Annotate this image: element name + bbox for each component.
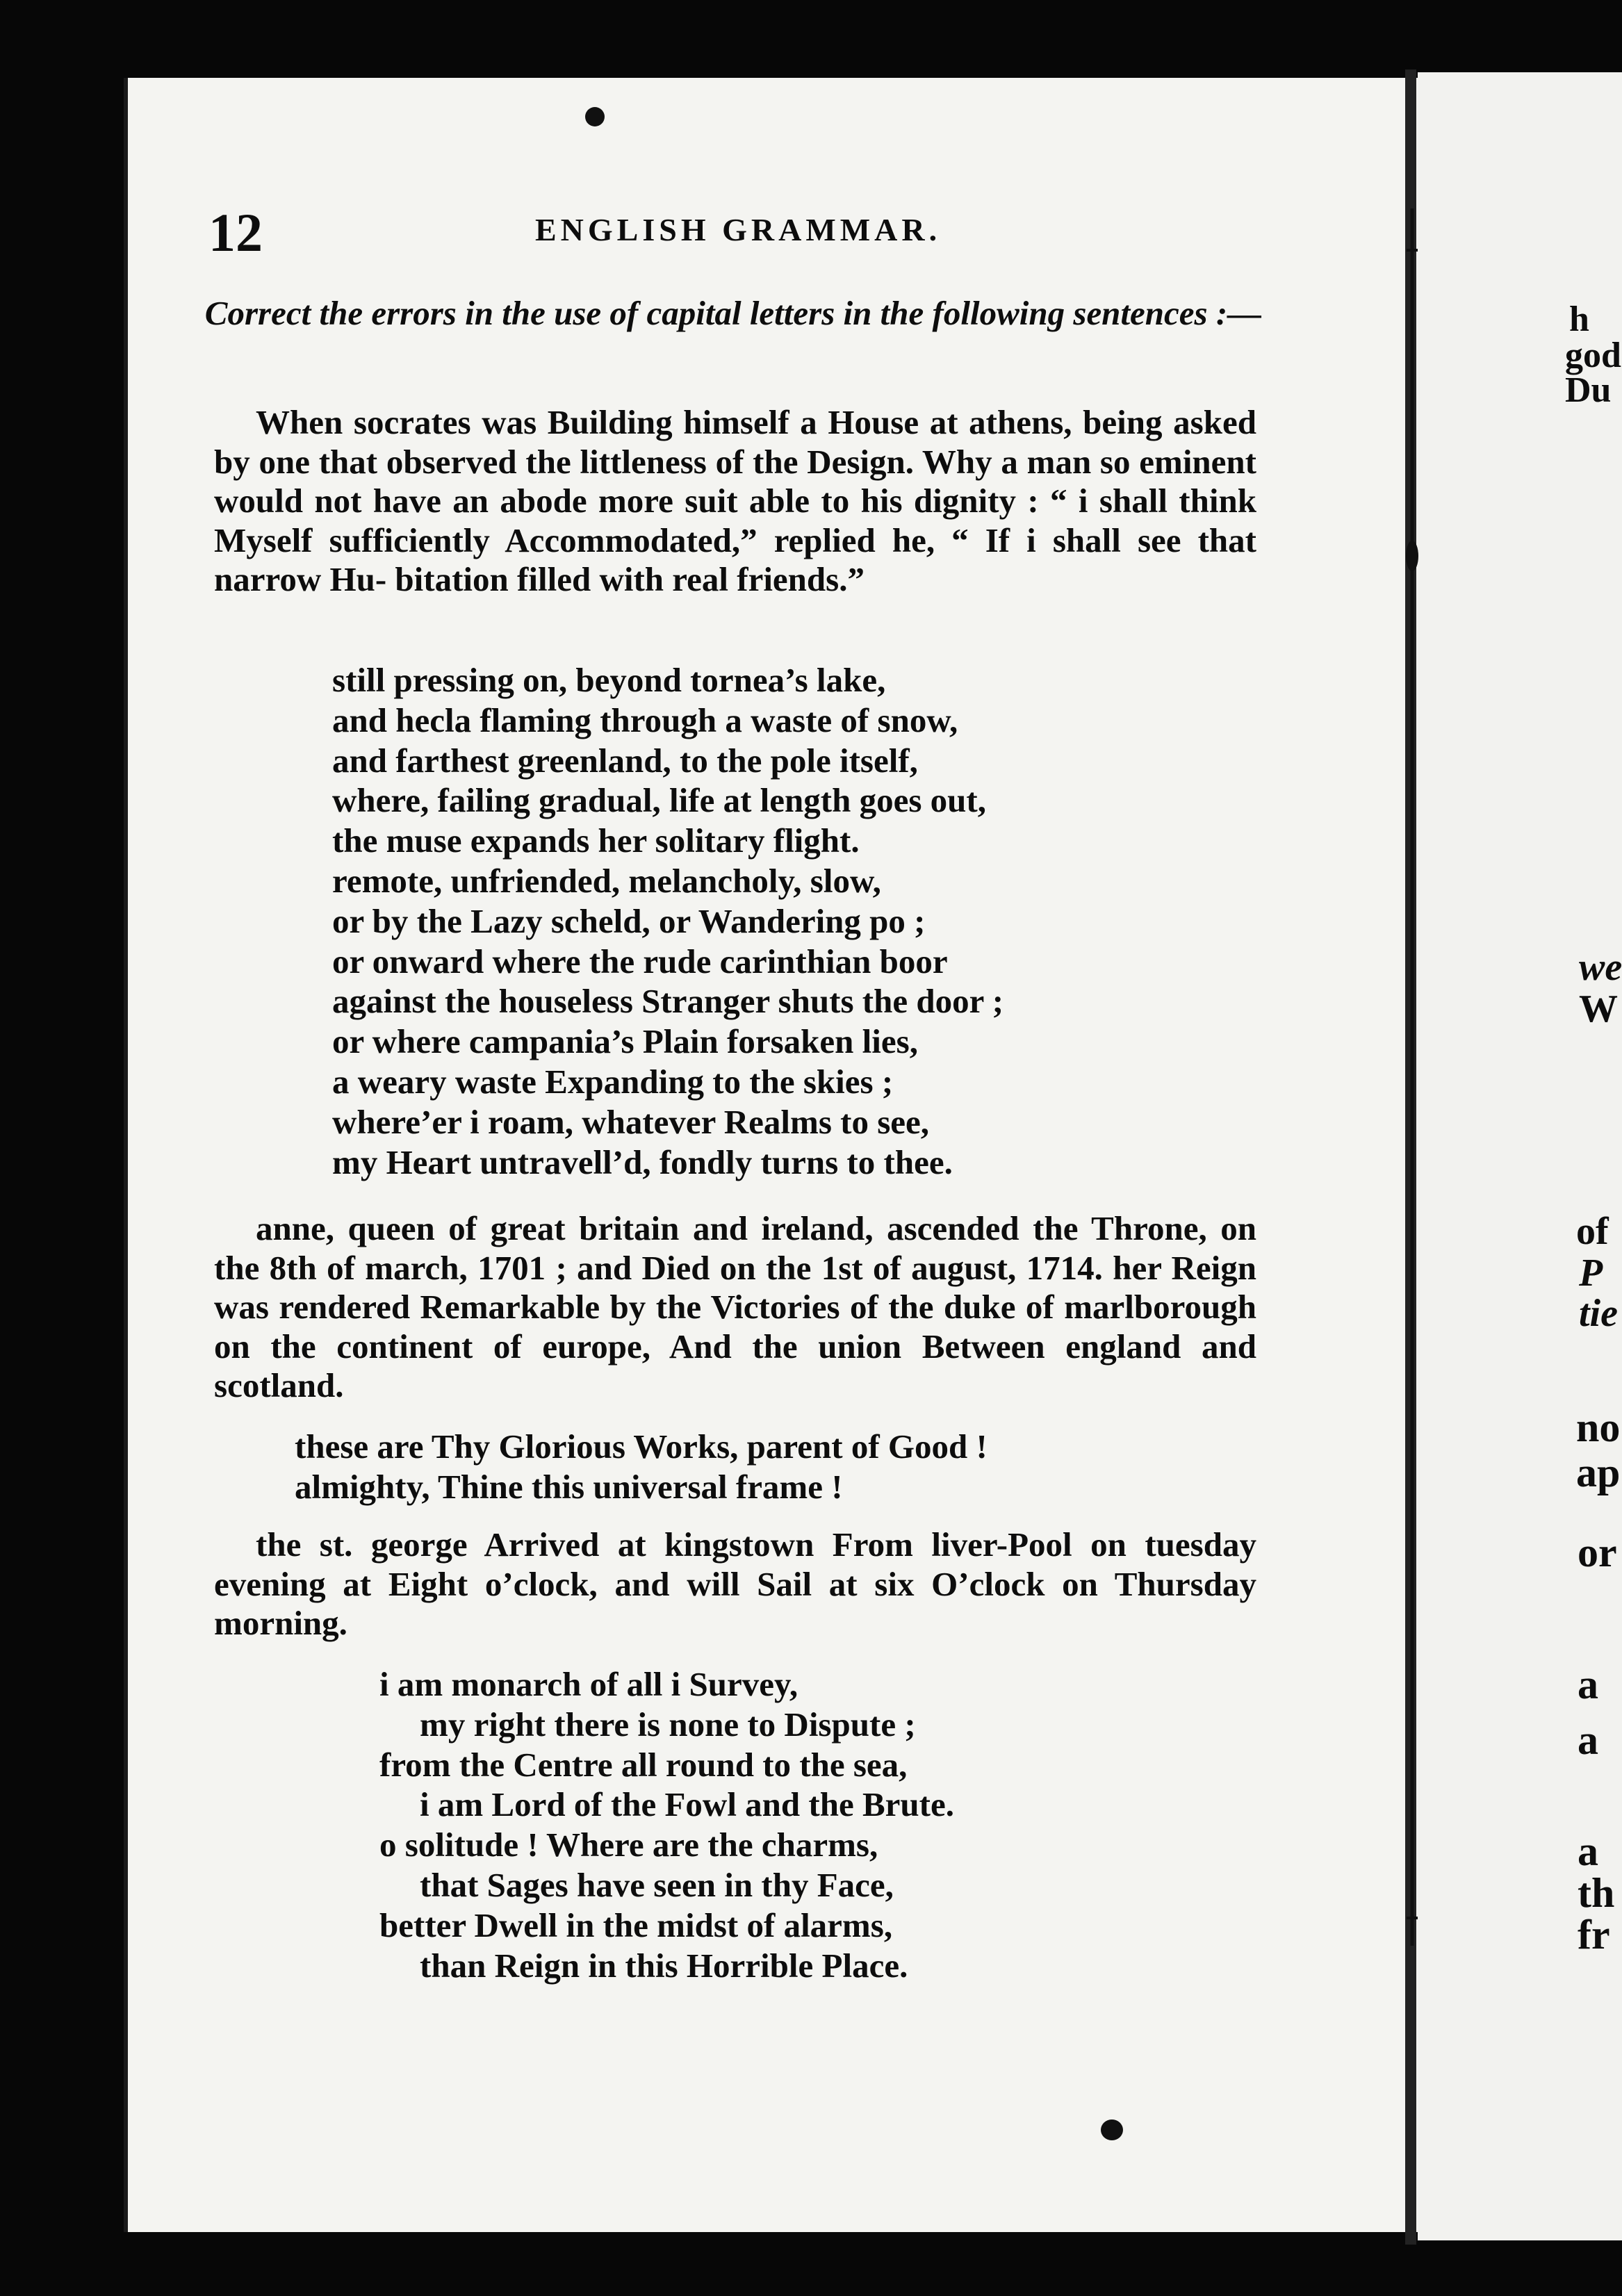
verse-line: or by the Lazy scheld, or Wandering po ; [332,901,926,940]
verse-line: still pressing on, beyond tornea’s lake, [332,661,886,699]
verse-line: where’er i roam, whatever Realms to see, [332,1102,930,1141]
right-page-fragment: of [1576,1210,1609,1253]
right-page-fragment: tie [1579,1292,1618,1335]
right-page-fragment: th [1578,1870,1615,1916]
verse-thomson [332,660,1003,1182]
verse-line: remote, unfriended, melancholy, slow, [332,861,881,900]
verse-line: a weary waste Expanding to the skies ; [332,1062,894,1101]
paragraph-st-george: the st. george Arrived at kingstown From liver-Pool on tuesday evening at Eight o’clock, and will Sail at six O’clock on Thursday morning. [214,1525,1256,1642]
verse-line: the muse expands her solitary flight. [332,821,860,860]
verse-line: i am Lord of the Fowl and the Brute. [420,1785,954,1824]
ink-dot-top [585,107,605,126]
verse-line: these are Thy Glorious Works, parent of Good ! [295,1427,988,1466]
verse-line: almighty, Thine this universal frame ! [295,1467,843,1506]
verse-line: where, failing gradual, life at length goes out, [332,781,986,820]
verse-line: against the houseless Stranger shuts the door ; [332,982,1004,1021]
right-page-fragment: fr [1578,1912,1610,1958]
page-number: 12 [208,202,263,263]
verse-cowper [379,1664,954,1985]
verse-line: my right there is none to Dispute ; [420,1705,916,1744]
right-page-fragment: h [1569,300,1589,339]
paragraph-socrates: When socrates was Building himself a House at athens, being asked by one that observed the littleness of the Design. Why a man so eminent would not have an abode more suit able to his dignity : “ i shall think Myself sufficiently Accommodated,” replied he, “ If i shall see that narrow Hu- bitation filled with real friends.” [214,403,1256,598]
verse-line: better Dwell in the midst of alarms, [379,1905,893,1944]
ink-dot-bottom [1101,2119,1123,2140]
page-header [208,202,1265,264]
exercise-instruction: Correct the errors in the use of capital letters in the following sentences :— [204,294,1262,332]
right-page-fragment: W [1579,987,1618,1031]
right-page-fragment: P [1579,1252,1603,1295]
verse-milton [295,1427,988,1507]
right-page-fragment: a [1578,1717,1598,1763]
running-head: ENGLISH GRAMMAR. [535,212,942,247]
verse-line: o solitude ! Where are the charms, [379,1826,878,1864]
verse-line: that Sages have seen in thy Face, [420,1865,894,1904]
right-page-fragment: no [1576,1404,1621,1450]
verse-line: from the Centre all round to the sea, [379,1745,908,1784]
right-page-fragment: a [1578,1662,1598,1707]
right-page-fragment: ap [1576,1450,1621,1495]
paragraph-queen-anne: anne, queen of great britain and ireland, ascended the Throne, on the 8th of march, 1701 ; and Died on the 1st of august, 1714. her Reign was rendered Remarkable by the Victories of the duke of marlborough on the continent of europe, And the union Between england and scotland. [214,1209,1256,1404]
verse-line: than Reign in this Horrible Place. [420,1946,908,1985]
verse-line: or where campania’s Plain forsaken lies, [332,1022,918,1061]
verse-line: i am monarch of all i Survey, [379,1665,798,1703]
right-page-fragment: we [1579,946,1622,989]
binding-cord-icon [1404,208,1420,1946]
right-page-fragment: god [1565,336,1621,375]
right-page-fragment: or [1578,1530,1617,1575]
right-page-fragment: Du [1565,370,1612,410]
verse-line: and hecla flaming through a waste of snow, [332,700,958,739]
verse-line: my Heart untravell’d, fondly turns to thee. [332,1142,953,1181]
right-page-fragment: a [1578,1828,1598,1874]
verse-line: and farthest greenland, to the pole itself, [332,741,918,780]
verse-line: or onward where the rude carinthian boor [332,942,948,981]
